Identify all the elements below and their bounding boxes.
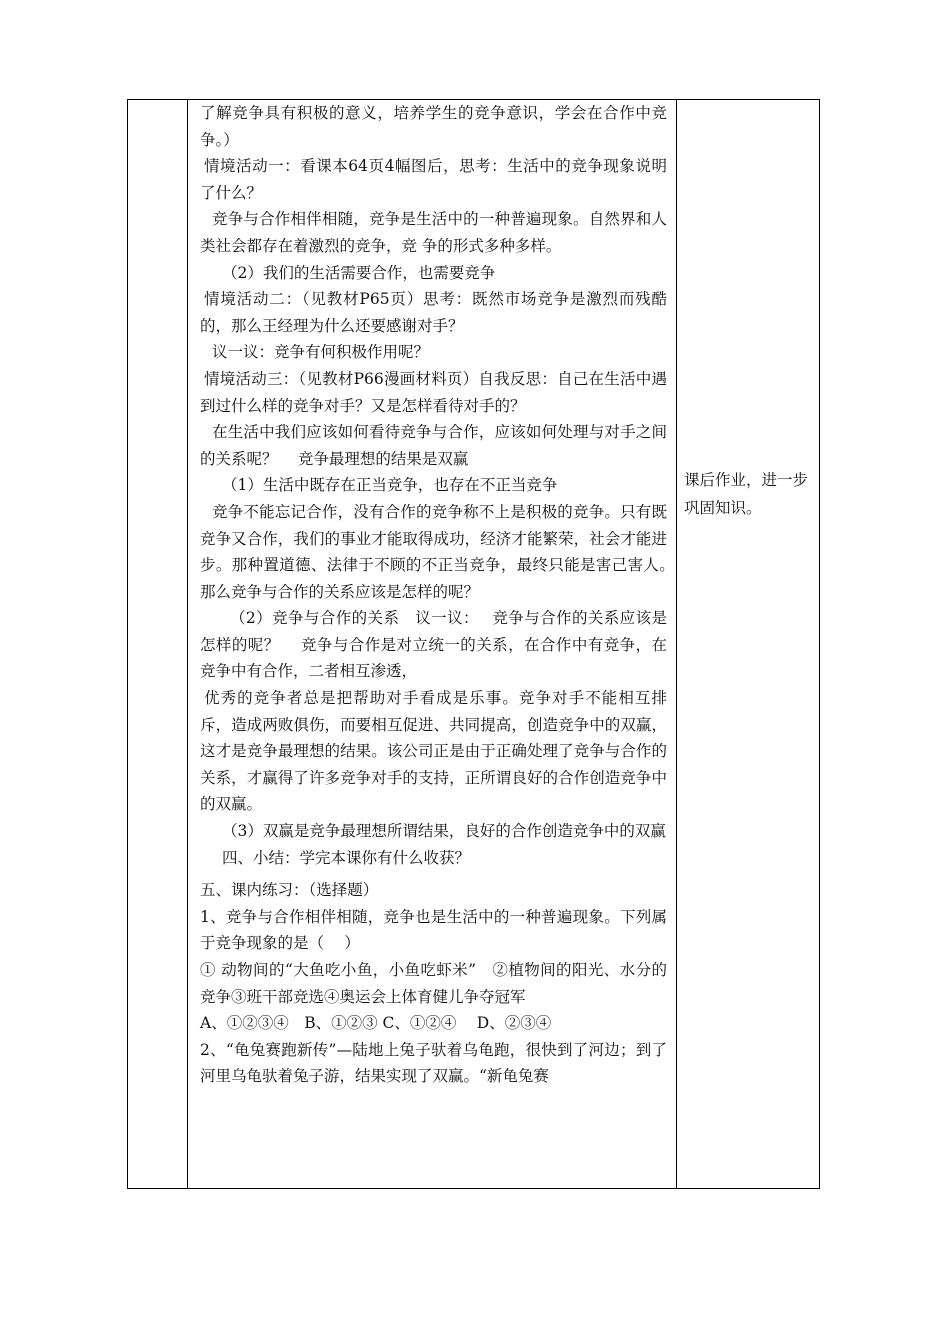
exercise-heading: 五、课内练习：（选择题） [200, 881, 379, 900]
exercise-option-statements: ① 动物间的“大鱼吃小鱼，小鱼吃虾米” ②植物间的阳光、水分的竞争③班干部竞选④奥运会上体育健儿争夺冠军 [200, 961, 667, 1006]
exercise-question: 2、“龟兔赛跑新传”—陆地上兔子驮着乌龟跑，很快到了河边；到了河里乌龟驮着兔子游，结果实现了双赢。“新龟兔赛 [200, 1040, 667, 1086]
paragraph: 竞争与合作相伴相随，竞争是生活中的一种普遍现象。自然界和人类社会都存在着激烈的竞争，竞 争的形式多种多样。 [200, 210, 667, 255]
paragraph: （3）双赢是竞争最理想所谓结果，良好的合作创造竞争中的双赢 [222, 822, 666, 841]
summary-heading: 四、小结：学完本课你有什么收获？ [222, 848, 471, 867]
teaching-process-content [188, 100, 688, 1090]
table-row [128, 100, 820, 1189]
paragraph: 情境活动三：（见教材P66漫画材料页）自我反思：自己在生活中遇到过什么样的竞争对手？又是怎样看待对手的？ [200, 369, 667, 415]
exercise-question: 1、竞争与合作相伴相随，竞争也是生活中的一种普遍现象。下列属于竞争现象的是（ ） [200, 907, 667, 953]
paragraph: （2）竞争与合作的关系 议一议： 竞争与合作的关系应该是怎样的呢？ 竞争与合作是对立统一的关系，在合作中有竞争，在竞争中有合作，二者相互渗透， [200, 609, 667, 681]
homework-note-cell [677, 100, 820, 1189]
paragraph: 了解竞争具有积极的意义，培养学生的竞争意识，学会在合作中竞争。） [200, 104, 667, 149]
lesson-plan-table [127, 99, 820, 1189]
paragraph: （1）生活中既存在正当竞争，也存在不正当竞争 [222, 476, 558, 495]
paragraph: 竞争不能忘记合作，没有合作的竞争称不上是积极的竞争。只有既竞争又合作，我们的事业才能取得成功，经济才能繁荣，社会才能进步。那种置道德、法律于不顾的不正当竞争，最终只能是害己害人。 那么竞争与合作的关系应该是怎样的呢？ [200, 502, 688, 601]
paragraph: 在生活中我们应该如何看待竞争与合作，应该如何处理与对手之间的关系呢？ 竞争最理想的结果是双赢 [200, 423, 667, 468]
teaching-process-cell [188, 100, 688, 1189]
paragraph: 情境活动二：（见教材P65页）思考：既然市场竞争是激烈而残酷的，那么王经理为什么还要感谢对手？ [200, 290, 667, 335]
exercise-answer-choices: A、①②③④ B、①②③ C、①②④ D、②③④ [200, 1014, 552, 1033]
paragraph: 情境活动一：看课本64页4幅图后，思考：生活中的竞争现象说明了什么？ [200, 157, 667, 202]
paragraph: 议一议：竞争有何积极作用呢？ [212, 343, 430, 362]
paragraph: 优秀的竞争者总是把帮助对手看成是乐事。竞争对手不能相互排斥，造成两败俱伤，而要相互促进、共同提高，创造竞争中的双赢，这才是竞争最理想的结果。该公司正是由于正确处理了竞争与合作的关系，才赢得了许多竞争对手的支持，正所谓良好的合作创造竞争中的双赢。 [200, 689, 667, 814]
left-column-cell [128, 100, 188, 1189]
paragraph: （2）我们的生活需要合作，也需要竞争 [222, 263, 496, 282]
homework-note: 课后作业，进一步巩固知识。 [684, 471, 809, 517]
